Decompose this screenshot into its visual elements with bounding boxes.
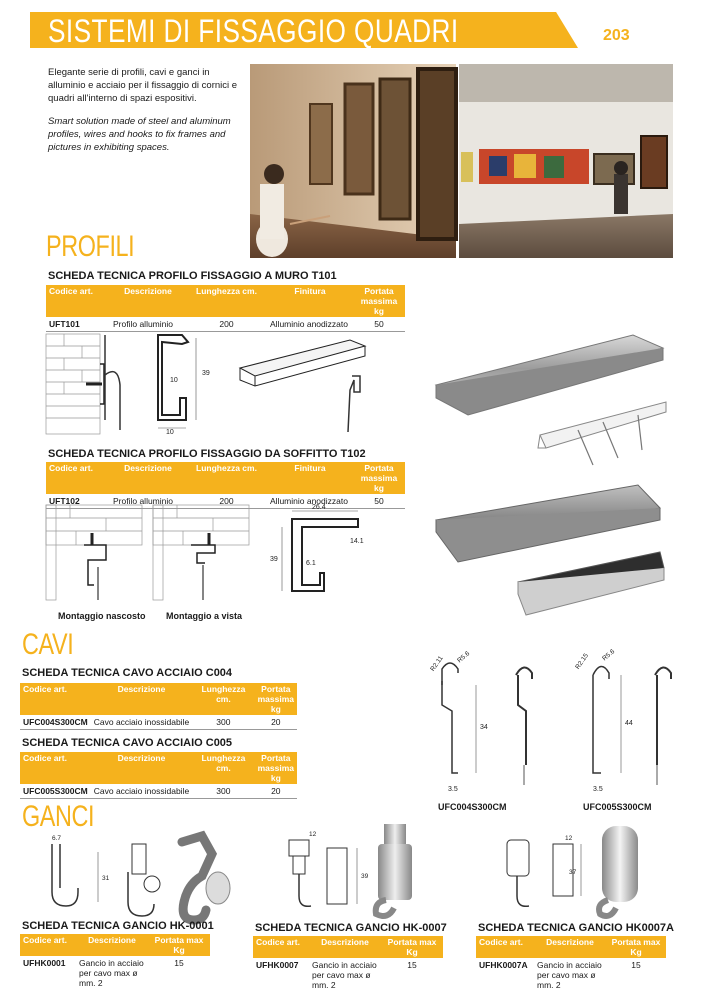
- c004-desc: Cavo acciaio inossidabile: [91, 715, 192, 730]
- caption-hidden-mount: Montaggio nascosto: [58, 611, 146, 621]
- c004-h-load: Portata massima kg: [255, 683, 297, 715]
- hk0001-h-desc: Descrizione: [76, 934, 148, 956]
- hk0007-title: SCHEDA TECNICA GANCIO HK-0007: [255, 922, 447, 934]
- hk0007-table: [253, 936, 443, 992]
- t102-code: UFT102: [46, 494, 110, 509]
- c005-load: 20: [255, 784, 297, 799]
- c004-h-code: Codice art.: [20, 683, 91, 715]
- t102-table: [46, 462, 405, 509]
- c005-h-desc: Descrizione: [91, 752, 192, 784]
- hk0007a-dim-w: 12: [565, 835, 573, 842]
- c005-drawing: [573, 645, 683, 795]
- t102-visible-mount-drawing: [153, 505, 253, 600]
- t101-h-code: Codice art.: [46, 285, 110, 317]
- t101-h-length: Lunghezza cm.: [186, 285, 267, 317]
- t101-code: UFT101: [46, 317, 110, 332]
- c004-dim-r2: R5.6: [456, 650, 472, 665]
- hk0001-table: [20, 934, 210, 990]
- c005-dim-d: 3.5: [593, 786, 603, 793]
- hk0007-h-code: Codice art.: [253, 936, 309, 958]
- table-row: [20, 715, 297, 730]
- c004-load: 20: [255, 715, 297, 730]
- t102-dim-h: 39: [270, 556, 278, 563]
- t102-load: 50: [353, 494, 405, 509]
- hk0007a-table: [476, 936, 666, 992]
- t101-section-drawing: [140, 330, 220, 435]
- hk0007a-desc: Gancio in acciaio per cavo max ø mm. 2: [537, 960, 602, 990]
- intro-text: [48, 66, 248, 164]
- t101-table: [46, 285, 405, 332]
- hk0007a-dim-h: 37: [569, 869, 577, 876]
- c004-caption: UFC004S300CM: [438, 802, 507, 812]
- c005-code: UFC005S300CM: [20, 784, 91, 799]
- t101-desc: Profilo alluminio: [110, 317, 186, 332]
- t102-section-drawing: [262, 505, 367, 605]
- c004-length: 300: [192, 715, 254, 730]
- c004-drawing: [428, 645, 548, 795]
- table-row: [20, 784, 297, 799]
- t102-h-code: Codice art.: [46, 462, 110, 494]
- c005-dim-r2: R5.6: [601, 648, 617, 663]
- section-profili: PROFILI: [46, 230, 135, 263]
- hk0007a-h-load: Portata max Kg: [606, 936, 666, 958]
- t102-dim-d1: 14.1: [350, 538, 364, 545]
- hk0007-hook-drawing: [275, 826, 375, 918]
- c005-h-load: Portata massima kg: [255, 752, 297, 784]
- hk0007a-h-desc: Descrizione: [534, 936, 606, 958]
- hk0007-photo: [368, 820, 438, 920]
- hk0007-desc: Gancio in acciaio per cavo max ø mm. 2: [312, 960, 377, 990]
- hk0001-photo: [118, 832, 240, 922]
- t102-h-load: Portata massima kg: [353, 462, 405, 494]
- page-title: SISTEMI DI FISSAGGIO QUADRI: [48, 13, 459, 49]
- t101-dim-a: 10: [166, 429, 174, 436]
- hk0007a-title: SCHEDA TECNICA GANCIO HK0007A: [478, 922, 674, 934]
- hk0001-h-code: Codice art.: [20, 934, 76, 956]
- t101-title: SCHEDA TECNICA PROFILO FISSAGGIO A MURO T101: [48, 270, 337, 282]
- t102-desc: Profilo alluminio: [110, 494, 186, 509]
- hk0007a-code: UFHK0007A: [479, 960, 528, 970]
- intro-english: Smart solution made of steel and aluminum profiles, wires and hooks to fix frames and pictures in exhibiting spaces.: [48, 116, 231, 153]
- c005-title: SCHEDA TECNICA CAVO ACCIAIO C005: [22, 737, 233, 749]
- table-row: [253, 958, 443, 992]
- t101-hook-drawing: [100, 330, 130, 435]
- c004-h-length: Lunghezza cm.: [192, 683, 254, 715]
- t101-profile-photo: [428, 330, 668, 465]
- hk0001-h-load: Portata max Kg: [148, 934, 210, 956]
- t101-load: 50: [353, 317, 405, 332]
- c004-dim-d: 3.5: [448, 786, 458, 793]
- t102-dim-d2: 6.1: [306, 560, 316, 567]
- gallery-photo-right: [459, 64, 673, 258]
- hk0001-dim-w: 6.7: [52, 835, 62, 842]
- c005-h-length: Lunghezza cm.: [192, 752, 254, 784]
- t101-dim-c: 39: [202, 370, 210, 377]
- t101-h-finish: Finitura: [267, 285, 353, 317]
- t101-length: 200: [186, 317, 267, 332]
- hk0001-desc: Gancio in acciaio per cavo max ø mm. 2: [79, 958, 144, 988]
- page-number: 203: [603, 27, 630, 44]
- hk0007a-h-code: Codice art.: [476, 936, 534, 958]
- hk0001-dim-h: 31: [102, 875, 110, 882]
- c005-desc: Cavo acciaio inossidabile: [91, 784, 192, 799]
- hk0007a-hook-drawing: [495, 830, 585, 915]
- t101-dim-b: 10: [170, 377, 178, 384]
- t101-h-desc: Descrizione: [110, 285, 186, 317]
- t102-dim-w: 26.4: [312, 504, 326, 511]
- c004-dim-h: 34: [480, 724, 488, 731]
- caption-visible-mount: Montaggio a vista: [166, 611, 243, 621]
- t102-hidden-mount-drawing: [46, 505, 146, 600]
- hk0007-dim-w: 12: [309, 831, 317, 838]
- hk0001-code: UFHK0001: [23, 958, 66, 968]
- c004-h-desc: Descrizione: [91, 683, 192, 715]
- t102-h-desc: Descrizione: [110, 462, 186, 494]
- hk0007-load: 15: [407, 960, 417, 970]
- c004-title: SCHEDA TECNICA CAVO ACCIAIO C004: [22, 667, 233, 679]
- hk0001-title: SCHEDA TECNICA GANCIO HK-0001: [22, 920, 214, 932]
- hk0007-h-desc: Descrizione: [309, 936, 381, 958]
- t102-h-length: Lunghezza cm.: [186, 462, 267, 494]
- section-cavi: CAVI: [22, 628, 74, 661]
- c004-code: UFC004S300CM: [20, 715, 91, 730]
- c005-dim-h: 44: [625, 720, 633, 727]
- gallery-photo-left: [250, 64, 456, 258]
- hk0007a-photo: [592, 822, 652, 920]
- c005-dim-r1: R2.15: [574, 652, 591, 671]
- t101-finish: Alluminio anodizzato: [267, 317, 353, 332]
- t101-hook-small-drawing: [340, 372, 370, 434]
- table-row: [20, 956, 210, 990]
- hk0001-load: 15: [174, 958, 184, 968]
- t102-profile-photo: [428, 480, 668, 620]
- table-row: [476, 958, 666, 992]
- hk0007-code: UFHK0007: [256, 960, 299, 970]
- hk0001-hook-drawing: [40, 832, 120, 912]
- section-ganci: GANCI: [22, 800, 95, 833]
- hk0007a-load: 15: [631, 960, 641, 970]
- t101-h-load: Portata massima kg: [353, 285, 405, 317]
- c004-table: [20, 683, 297, 730]
- t102-finish: Alluminio anodizzato: [267, 494, 353, 509]
- t102-length: 200: [186, 494, 267, 509]
- t101-wall-mount-drawing: [46, 334, 106, 434]
- hk0007-dim-h: 39: [361, 873, 369, 880]
- intro-italian: Elegante serie di profili, cavi e ganci in alluminio e acciaio per il fissaggio di cornici e quadri all'interno di spazi espositivi.: [48, 67, 238, 104]
- c005-caption: UFC005S300CM: [583, 802, 652, 812]
- c005-length: 300: [192, 784, 254, 799]
- t102-h-finish: Finitura: [267, 462, 353, 494]
- c005-h-code: Codice art.: [20, 752, 91, 784]
- hk0007-h-load: Portata max Kg: [381, 936, 443, 958]
- t102-title: SCHEDA TECNICA PROFILO FISSAGGIO DA SOFFITTO T102: [48, 448, 366, 460]
- c004-dim-r1: R2.11: [429, 654, 445, 673]
- c005-table: [20, 752, 297, 799]
